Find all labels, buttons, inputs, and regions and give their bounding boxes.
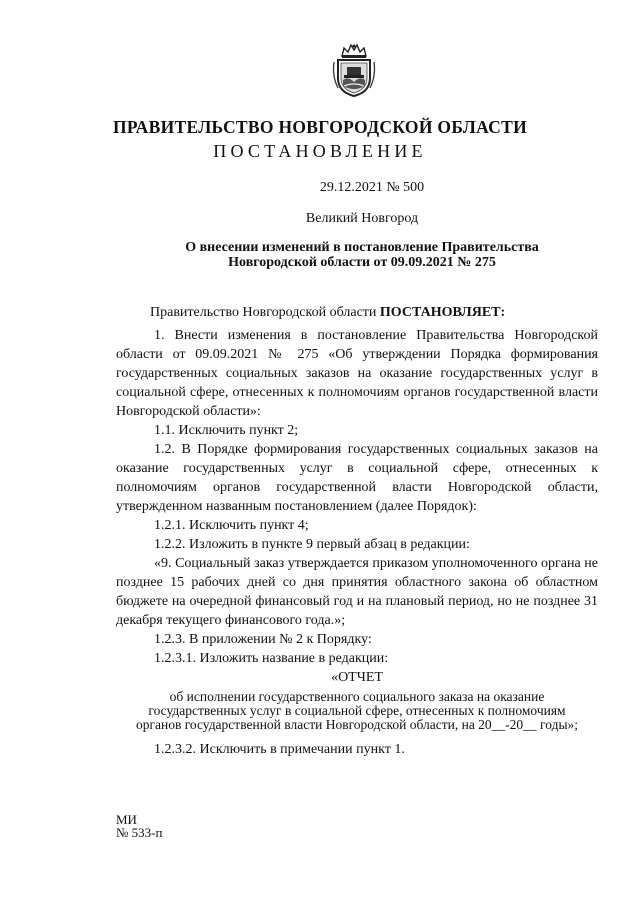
footer-number: № 533-п: [116, 825, 163, 840]
preamble-decree: ПОСТАНОВЛЯЕТ:: [379, 305, 506, 320]
report-name: [116, 690, 598, 732]
paragraph-1: 1. Внести изменения в постановление Правительства Новгородской области от 09.09.2021 № 275 «Об утверждении Порядка формирования государственных социальных заказов на оказание государственных услуг в социальной сфере, отнесенных к полномочиям органов государственной власти Новгородской области»:: [116, 328, 598, 419]
paragraph-1-2-3: 1.2.3. В приложении № 2 к Порядку:: [154, 632, 372, 647]
paragraph-1-2-1: 1.2.1. Исключить пункт 4;: [154, 518, 309, 533]
subject-line-2: Новгородской области от 09.09.2021 № 275: [228, 255, 496, 270]
footer-note: [116, 813, 162, 839]
subject-line-1: О внесении изменений в постановление Правительства: [185, 240, 539, 255]
date-number: 29.12.2021 № 500: [319, 180, 425, 195]
paragraph-1-2: 1.2. В Порядке формирования государственных социальных заказов на оказание государственных услуг в социальной сфере, отнесенных к полномочиям органов государственной власти Новгородской области, утвержденном названным постановлением (далее Порядок):: [116, 442, 598, 514]
report-title: «ОТЧЕТ: [331, 670, 383, 685]
report-line-3: органов государственной власти Новгородской области, на 20__-20__ годы»;: [135, 717, 579, 732]
preamble-text: Правительство Новгородской области: [150, 305, 380, 320]
organization-name: ПРАВИТЕЛЬСТВО НОВГОРОДСКОЙ ОБЛАСТИ: [113, 117, 527, 137]
paragraph-1-1: 1.1. Исключить пункт 2;: [154, 423, 299, 438]
report-line-2: государственных услуг в социальной сфере, отнесенных к полномочиям: [148, 703, 566, 718]
quote-point-9: «9. Социальный заказ утверждается приказом уполномоченного органа не позднее 15 рабочих дней со дня принятия областного закона об областном бюджете на очередной финансовый год и на плановый период, но не позднее 31 декабря текущего финансового года.»;: [116, 556, 598, 628]
coat-of-arms-emblem: [330, 42, 378, 98]
footer-initials: МИ: [116, 812, 137, 827]
paragraph-1-2-3-2: 1.2.3.2. Исключить в примечании пункт 1.: [154, 742, 405, 757]
document-type: ПОСТАНОВЛЕНИЕ: [213, 141, 427, 161]
document-subject: [42, 240, 640, 270]
city-name: Великий Новгород: [305, 211, 419, 226]
report-line-1: об исполнении государственного социального заказа на оказание: [169, 689, 545, 704]
paragraph-1-2-3-1: 1.2.3.1. Изложить название в редакции:: [154, 651, 389, 666]
document-body: [116, 303, 598, 759]
preamble: [116, 303, 598, 322]
paragraph-1-2-2: 1.2.2. Изложить в пункте 9 первый абзац в редакции:: [154, 537, 470, 552]
